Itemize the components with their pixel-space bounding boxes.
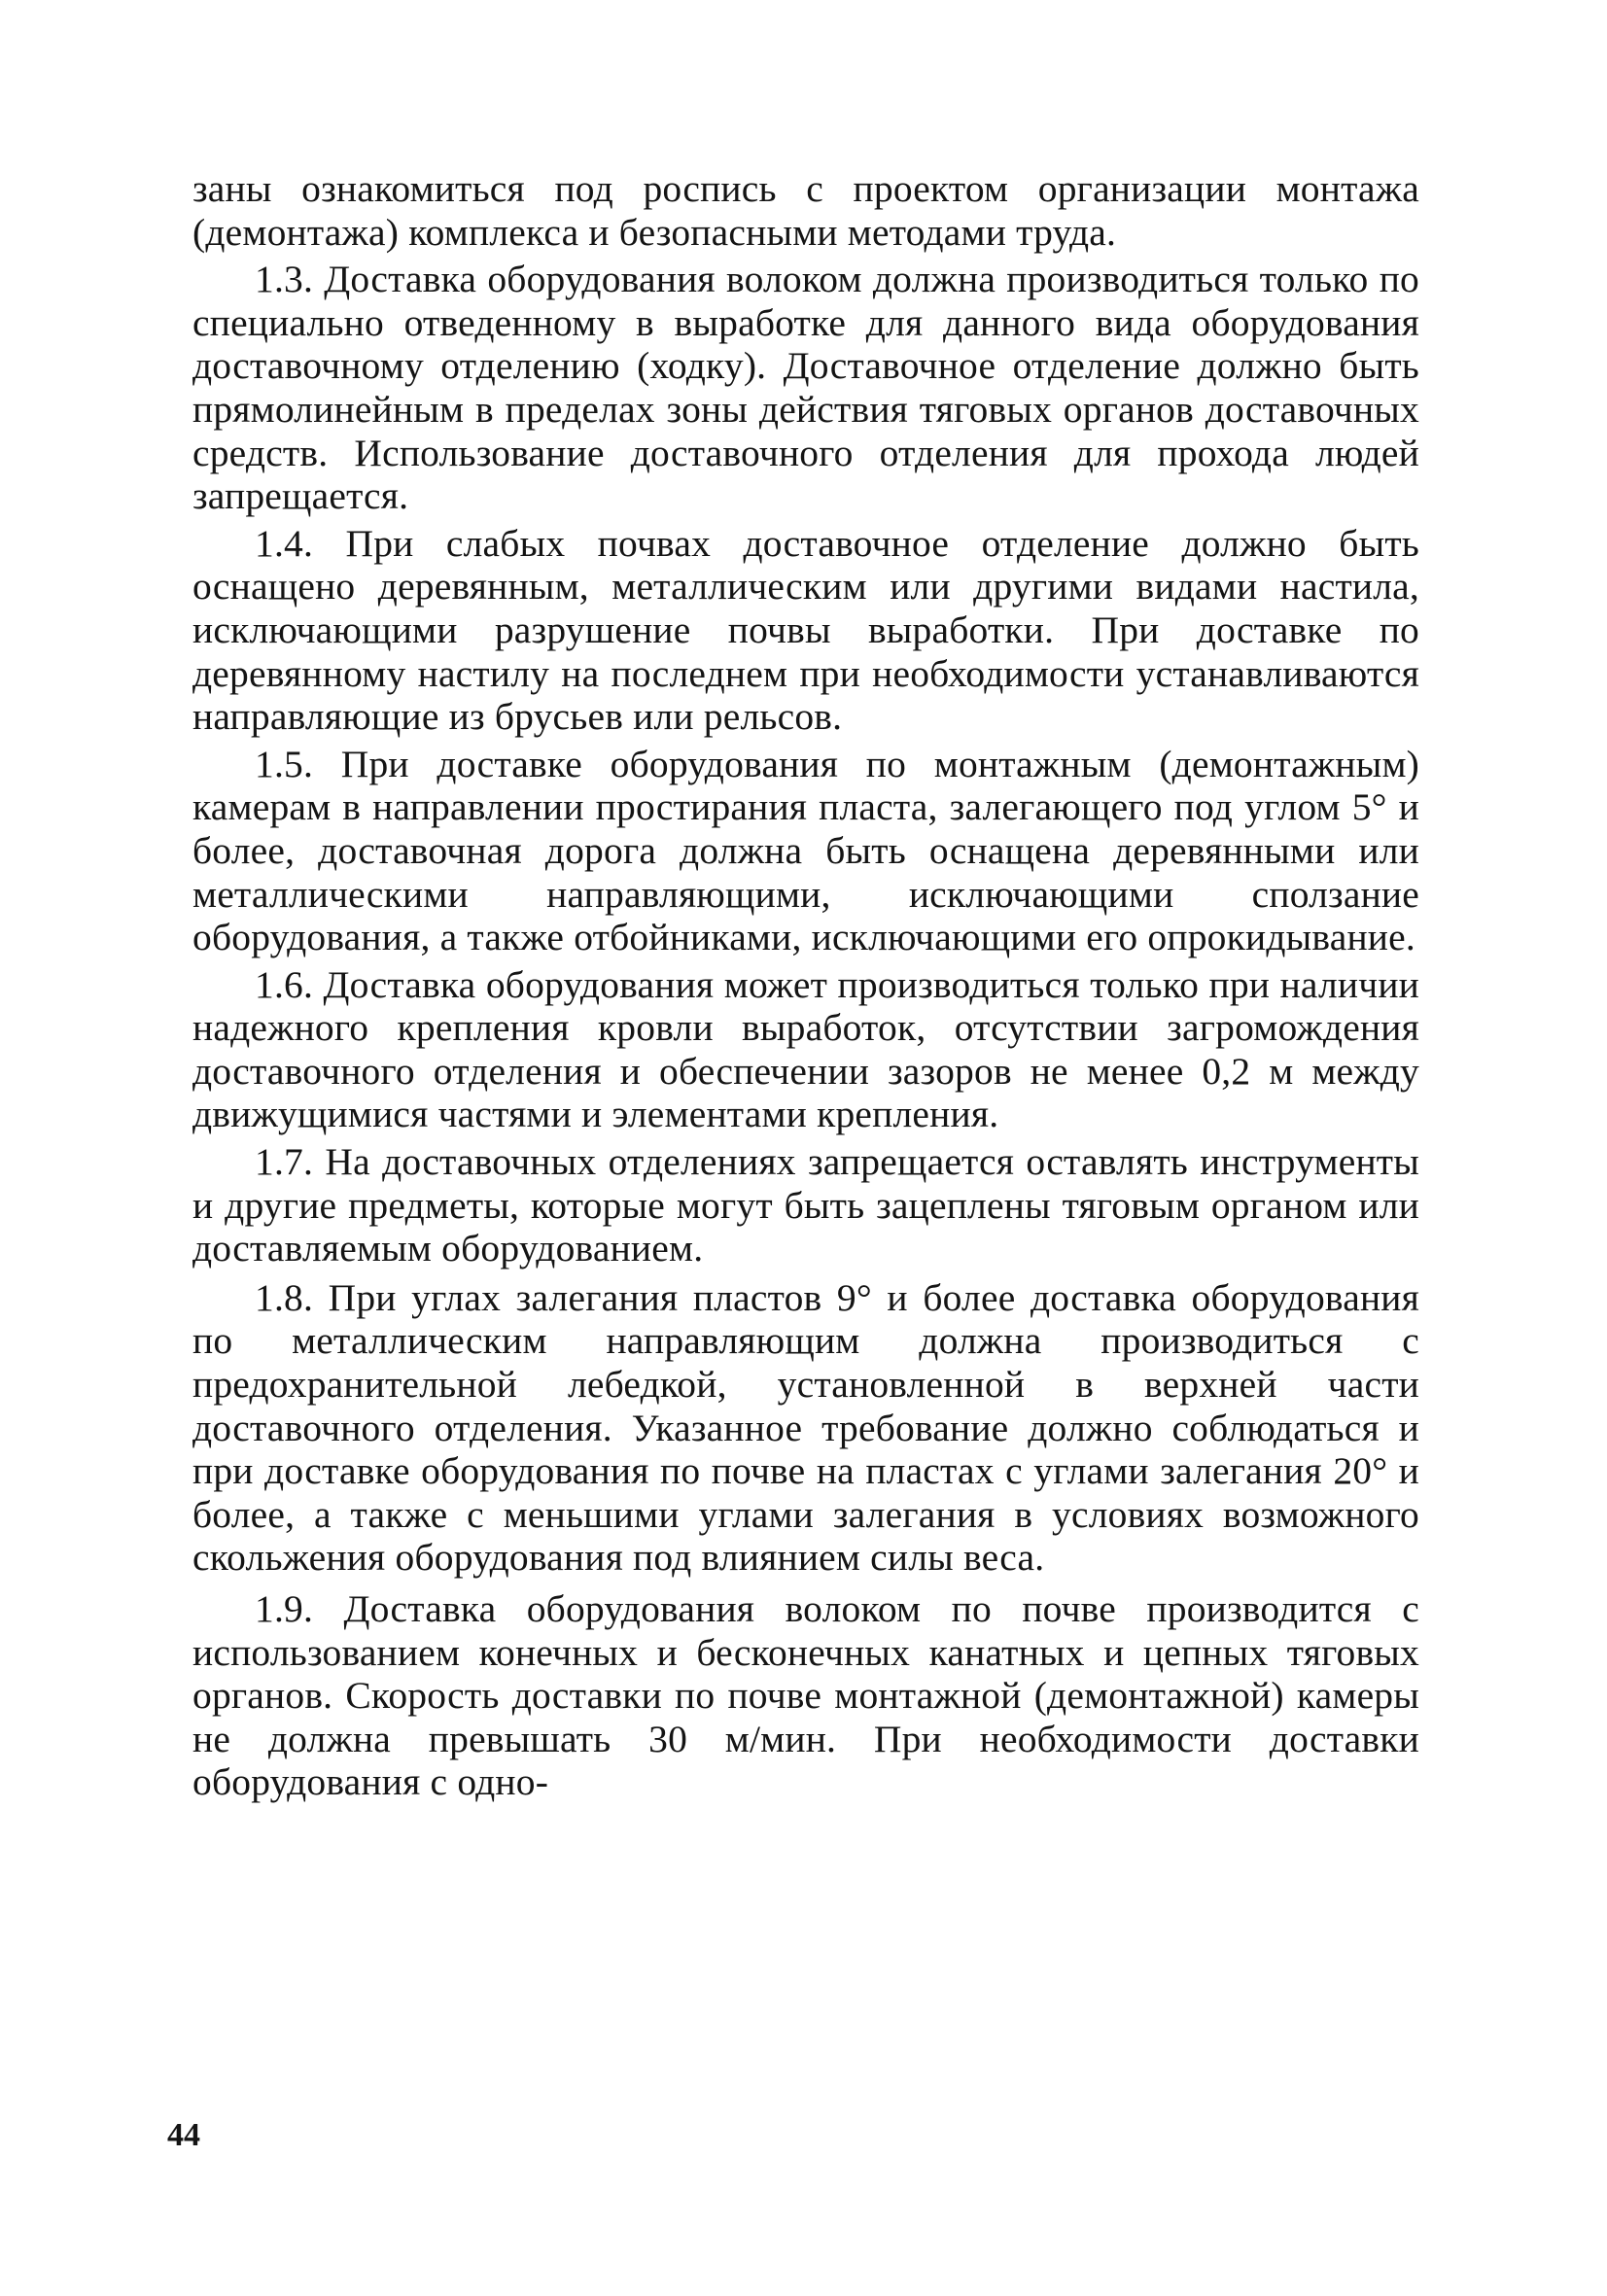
paragraph-1-4: 1.4. При слабых почвах доставочное отделение должно быть оснащено деревянным, металлическим или другими видами настила, исключающими разрушение почвы выработки. При доставке по деревянному настилу на последнем при необходимости устанавливаются направляющие из брусьев или рельсов. (192, 521, 1419, 739)
paragraph-1-7: 1.7. На доставочных отделениях запрещается оставлять инструменты и другие предметы, которые могут быть зацеплены тяговым органом или доставляемым оборудованием. (192, 1140, 1419, 1270)
paragraph-1-5: 1.5. При доставке оборудования по монтажным (демонтажным) камерам в направлении простирания пласта, залегающего под углом 5° и более, доставочная дорога должна быть оснащена деревянными или металлическими направляющими, исключающими сползание оборудования, а также отбойниками, исключающими его опрокидывание. (192, 742, 1419, 959)
text-body (192, 167, 1419, 1804)
page-number: 44 (167, 2117, 200, 2153)
paragraph-1-6: 1.6. Доставка оборудования может производиться только при наличии надежного крепления кровли выработок, отсутствии загромождения доставочного отделения и обеспечении зазоров не менее 0,2 м между движущимися частями и элементами крепления. (192, 962, 1419, 1136)
paragraph-1-3: 1.3. Доставка оборудования волоком должна производиться только по специально отведенному в выработке для данного вида оборудования доставочному отделению (ходку). Доставочное отделение должно быть прямолинейным в пределах зоны действия тяговых органов доставочных средств. Использование доставочного отделения для прохода людей запрещается. (192, 258, 1419, 518)
paragraph-1-8: 1.8. При углах залегания пластов 9° и более доставка оборудования по металлическим направляющим должна производиться с предохранительной лебедкой, установленной в верхней части доставочного отделения. Указанное требование должно соблюдаться и при доставке оборудования по почве на пластах с углами залегания 20° и более, а также с меньшими углами залегания в условиях возможного скольжения оборудования под влиянием силы веса. (192, 1275, 1419, 1580)
paragraph-1-9: 1.9. Доставка оборудования волоком по почве производится с использованием конечных и бесконечных канатных и цепных тяговых органов. Скорость доставки по почве монтажной (демонтажной) камеры не должна превышать 30 м/мин. При необходимости доставки оборудования с одно- (192, 1587, 1419, 1804)
paragraph-continuation: заны ознакомиться под роспись с проектом организации монтажа (демонтажа) комплекса и безопасными методами труда. (192, 167, 1419, 254)
